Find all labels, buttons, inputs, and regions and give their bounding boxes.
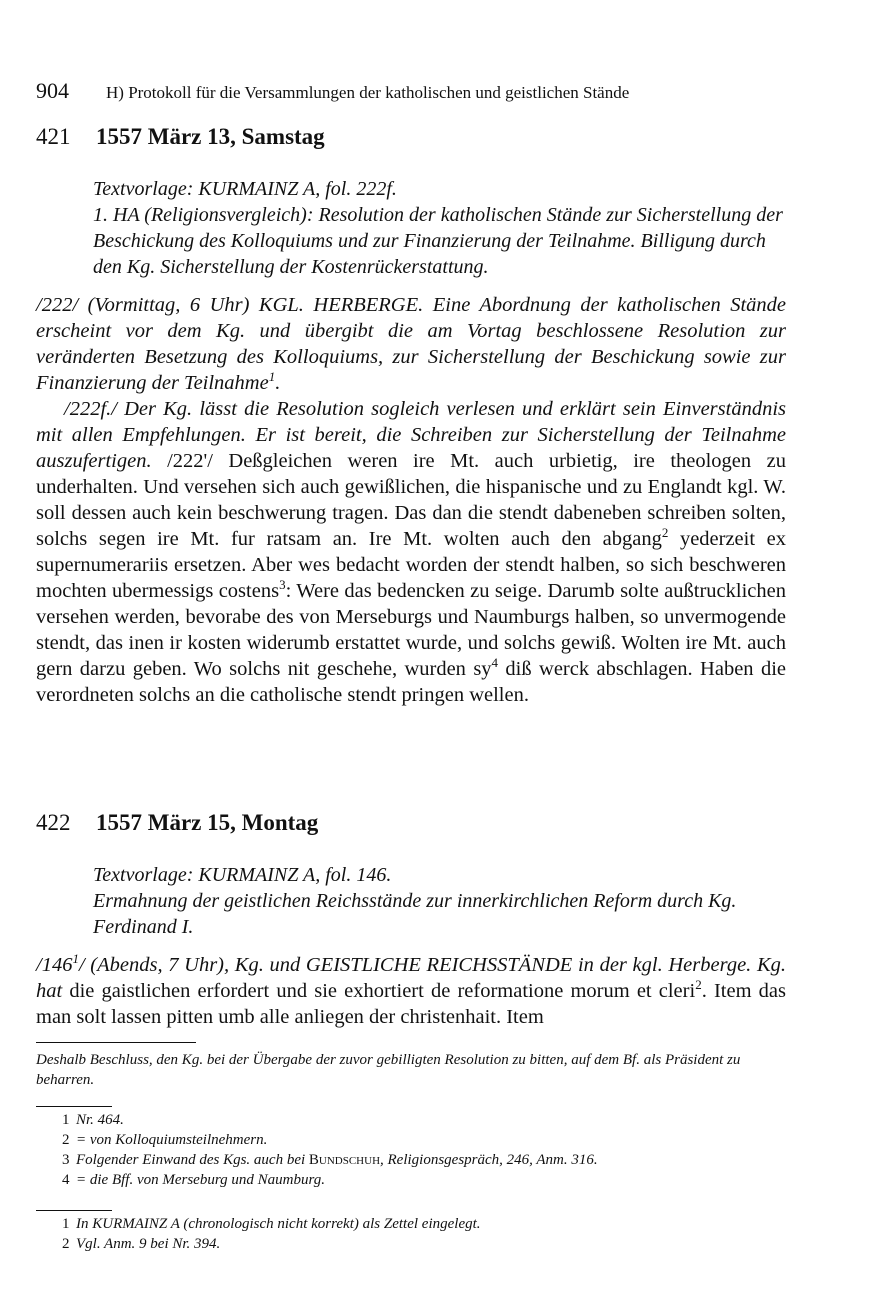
section-number: 421 <box>36 124 71 149</box>
footnote-ref-2: 2 <box>661 525 669 541</box>
footnote-ref-1: 1 <box>268 369 276 385</box>
text-source: Textvorlage: KURMAINZ A, fol. 146. <box>93 864 392 886</box>
section-421-meta <box>93 176 786 280</box>
section-date: 1557 März 13, Samstag <box>96 124 325 149</box>
footnote-ref-4: 4 <box>491 655 499 671</box>
divider <box>36 1042 196 1043</box>
footnotes-section-421 <box>62 1110 782 1190</box>
paragraph-1: $/146^1/$ (Abends, 7 Uhr), Kg. und GEISTLICHE REICHSSTÄNDE in der kgl. Herberge. Kg. hat die gaistlichen erfordert und sie exhortiert de reformatione morum et cleri$^2$. Item das man solt lassen pitten umb alle anliegen der christenhait. Item <box>36 951 786 1028</box>
footnote: 1 Nr. 464. <box>62 1112 124 1128</box>
footnote: 1 In KURMAINZ A (chronologisch nicht korrekt) als Zettel eingelegt. <box>62 1216 481 1232</box>
section-422-meta <box>93 862 786 940</box>
footnote-divider <box>36 1210 112 1211</box>
summary: 1. HA (Religionsvergleich): Resolution der katholischen Stände zur Sicherstellung der Beschickung des Kolloquiums und zur Finanzierung der Teilnahme. Billigung durch den Kg. Sicherstellung der Kostenrückerstattung. <box>93 204 783 278</box>
section-number: 422 <box>36 810 71 835</box>
footnotes-section-422 <box>62 1214 782 1254</box>
footnote: 2 = von Kolloquiumsteilnehmern. <box>62 1132 268 1148</box>
running-title: H) Protokoll für die Versammlungen der katholischen und geistlichen Stände <box>106 83 630 102</box>
page-number: 904 <box>36 78 69 103</box>
footnote-divider <box>36 1106 112 1107</box>
footnote-ref-1: 1 <box>72 951 79 967</box>
summary: Ermahnung der geistlichen Reichsstände zur innerkirchlichen Reform durch Kg. Ferdinand I. <box>93 890 737 938</box>
footnote-ref-2: 2 <box>695 977 702 993</box>
marginal-note: Deshalb Beschluss, den Kg. bei der Übergabe der zuvor gebilligten Resolution zu bitten, auf dem Bf. als Präsident zu beharren. <box>36 1052 741 1088</box>
paragraph-1: /222/ (Vormittag, 6 Uhr) KGL. HERBERGE. Eine Abordnung der katholischen Stände erscheint vor dem Kg. und übergibt die am Vortag beschlossene Resolution zur veränderten Besetzung des Kolloquiums, zur Sicherstellung der Beschickung sowie zur Finanzierung der Teilnahme$^1$. <box>36 294 786 394</box>
running-head <box>36 78 786 104</box>
paragraph-2: /222f./ Der Kg. lässt die Resolution sogleich verlesen und erklärt sein Einverständnis mit allen Empfehlungen. Er ist bereit, die Schreiben zur Sicherstellung der Teilnahme auszufertigen. /222'/ Deßgleichen weren ire Mt. auch urbietig, ire theologen zu underhalten. Und versehen sich auch gewißlichen, die hispanische und zu Englandt kgl. W. soll dessen auch kein beschwerung tragen. Das dan die stendt dabeneben schreiben solten, solchs segen ire Mt. fur ratsam an. Ire Mt. wolten auch den abgang$^2$ yederzeit ex supernumerariis ersetzen. Aber wes bedacht worden der stendt halben, so sich beschweren mochten ubermessigs costens$^3$: Were das bedencken zu seige. Darumb solte außtrucklichen versehen werden, bevorabe des von Merseburgs und Naumburgs halben, so unvermogende stendt, das inen ir kosten widerumb erstattet wurde, und solchs gewiß. Wolten ire Mt. auch gern darzu geben. Wo solchs nit geschehe, wurden $sy^4$ diß werck abschlagen. Haben die verordneten solchs an die catholische stendt pringen wellen. <box>36 398 786 706</box>
footnote: 2 Vgl. Anm. 9 bei Nr. 394. <box>62 1236 221 1252</box>
section-421-body <box>36 292 786 708</box>
footnote: 4 = die Bff. von Merseburg und Naumburg. <box>62 1172 325 1188</box>
footnote: 3 Folgender Einwand des Kgs. auch bei Bundschuh, Religionsgespräch, 246, Anm. 316. <box>62 1152 598 1168</box>
section-date: 1557 März 15, Montag <box>96 810 319 835</box>
text-source: Textvorlage: KURMAINZ A, fol. 222f. <box>93 178 397 200</box>
section-422-heading <box>36 810 786 836</box>
footnote-ref-3: 3 <box>279 577 286 593</box>
section-421-heading <box>36 124 786 150</box>
section-422-body <box>36 952 786 1030</box>
